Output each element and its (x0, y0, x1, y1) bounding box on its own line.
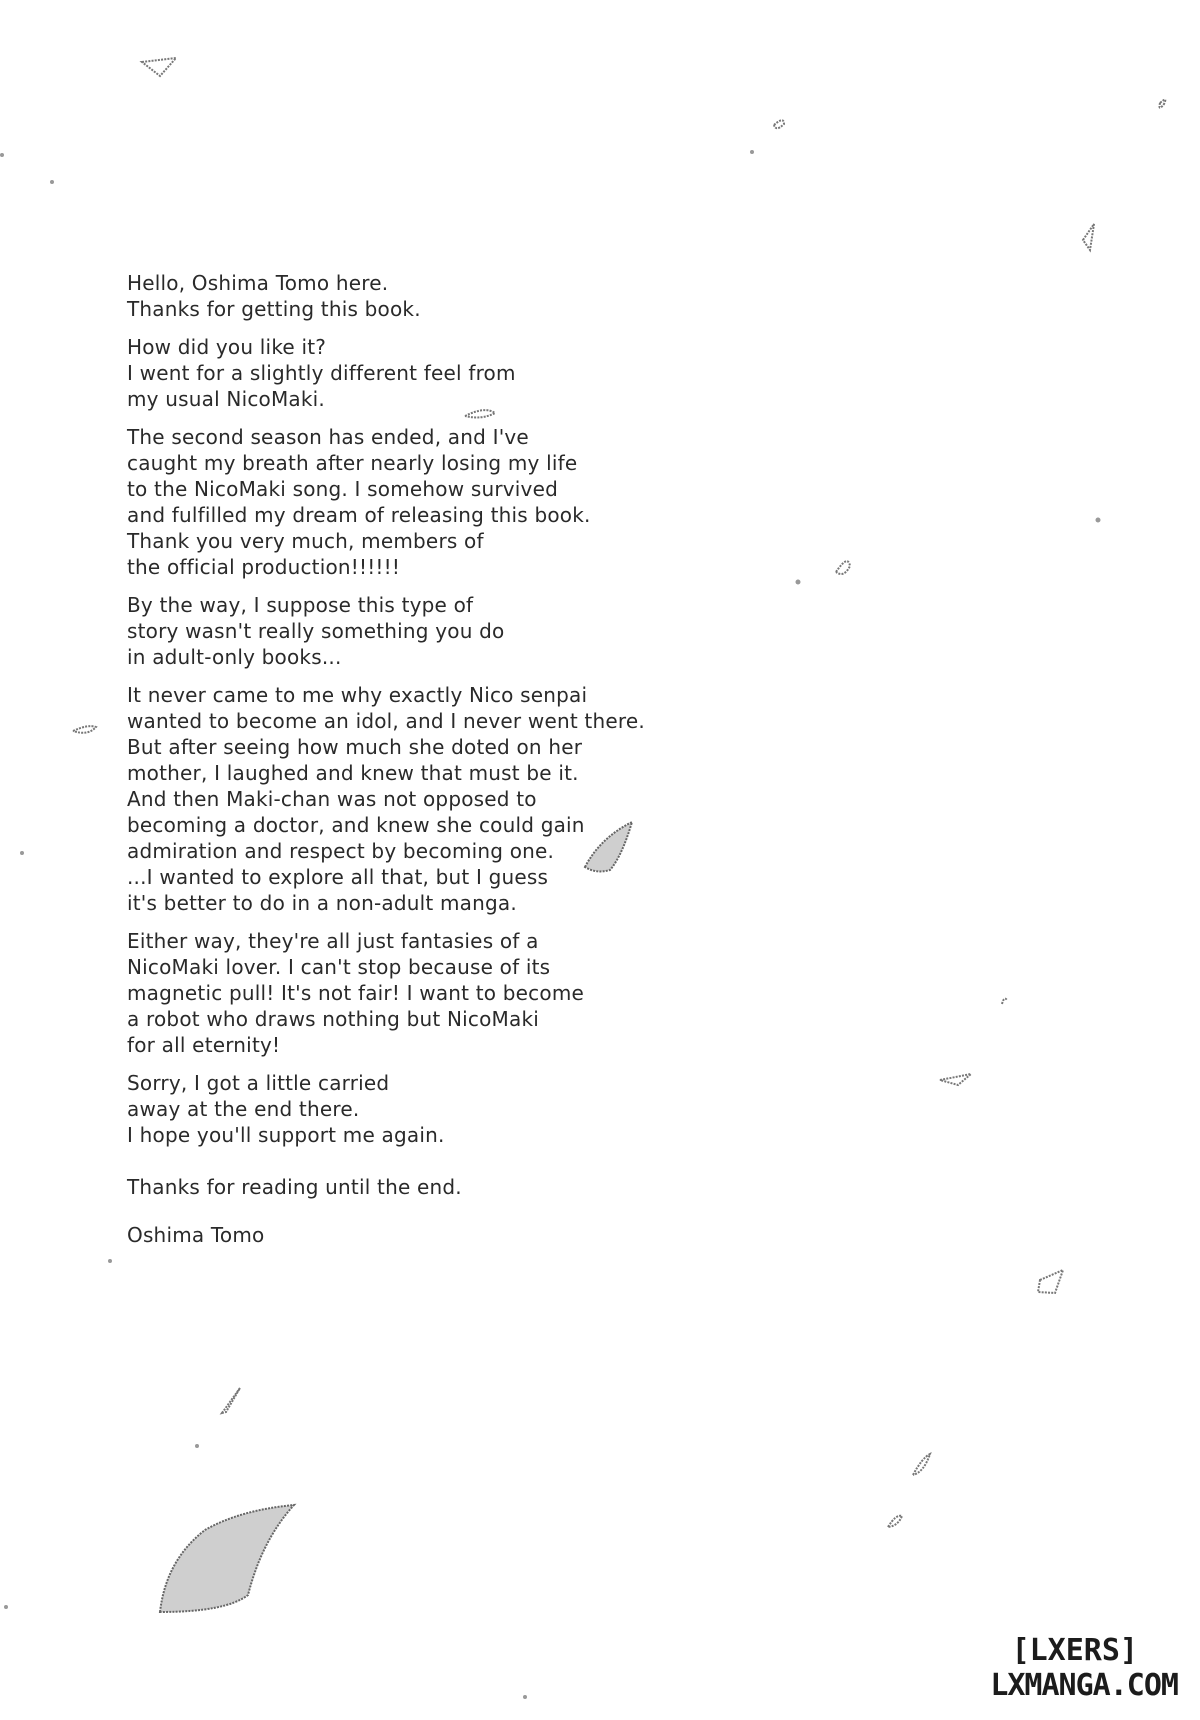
letter-line: And then Maki-chan was not opposed to (127, 787, 537, 811)
petal-icon (774, 120, 784, 128)
speck-icon (108, 1259, 112, 1263)
petal-icon (142, 58, 176, 76)
speck-icon (195, 1444, 199, 1448)
petal-icon (1038, 1270, 1063, 1293)
paragraph-story-type (127, 592, 727, 670)
letter-line: I went for a slightly different feel from (127, 361, 516, 385)
petal-icon (836, 561, 850, 574)
letter-line: NicoMaki lover. I can't stop because of its (127, 955, 551, 979)
letter-line: my usual NicoMaki. (127, 387, 325, 411)
letter-line: away at the end there. (127, 1097, 360, 1121)
petal-icon (222, 1388, 240, 1413)
speck-icon (523, 1695, 527, 1699)
watermark-group-name: [LXERS] (1011, 1633, 1138, 1668)
letter-line: it's better to do in a non-adult manga. (127, 891, 517, 915)
watermark-site: LXMANGA.COM (990, 1668, 1178, 1703)
letter-line: mother, I laughed and knew that must be it. (127, 761, 579, 785)
paragraph-season (127, 424, 727, 580)
letter-line: But after seeing how much she doted on her (127, 735, 583, 759)
letter-line: the official production!!!!!! (127, 555, 401, 579)
letter-line: a robot who draws nothing but NicoMaki (127, 1007, 539, 1031)
petal-icon (940, 1074, 971, 1085)
petal-icon (1160, 100, 1166, 108)
signature (127, 1222, 727, 1248)
letter-line: It never came to me why exactly Nico senpai (127, 683, 588, 707)
large-petal-icon (160, 1505, 294, 1612)
letter-line: wanted to become an idol, and I never went there. (127, 709, 645, 733)
scanlation-watermark (978, 1634, 1178, 1704)
speck-icon (20, 851, 24, 855)
petal-icon (1002, 999, 1007, 1004)
letter-line: Thanks for getting this book. (127, 297, 421, 321)
letter-line: By the way, I suppose this type of (127, 593, 474, 617)
letter-line: story wasn't really something you do (127, 619, 505, 643)
letter-line: ...I wanted to explore all that, but I guess (127, 865, 549, 889)
signature-name: Oshima Tomo (127, 1223, 265, 1247)
letter-line: How did you like it? (127, 335, 327, 359)
letter-line: and fulfilled my dream of releasing this book. (127, 503, 591, 527)
paragraph-fantasies (127, 928, 727, 1058)
letter-line: to the NicoMaki song. I somehow survived (127, 477, 558, 501)
letter-line: for all eternity! (127, 1033, 281, 1057)
letter-line: becoming a doctor, and knew she could gain (127, 813, 585, 837)
letter-line: Thanks for reading until the end. (127, 1175, 462, 1199)
petal-icon (73, 726, 96, 733)
paragraph-greeting (127, 270, 727, 322)
speck-icon (4, 1605, 8, 1609)
speck-icon (50, 180, 54, 184)
speck-icon (750, 150, 754, 154)
letter-line: caught my breath after nearly losing my life (127, 451, 578, 475)
letter-line: Either way, they're all just fantasies of a (127, 929, 539, 953)
letter-line: Sorry, I got a little carried (127, 1071, 390, 1095)
paragraph-thanks (127, 1174, 727, 1200)
letter-line: in adult-only books... (127, 645, 342, 669)
speck-icon (796, 580, 801, 585)
letter-line: Hello, Oshima Tomo here. (127, 271, 389, 295)
letter-line: The second season has ended, and I've (127, 425, 529, 449)
petal-icon (888, 1516, 902, 1527)
letter-line: Thank you very much, members of (127, 529, 484, 553)
speck-icon (1096, 518, 1101, 523)
letter-line: admiration and respect by becoming one. (127, 839, 555, 863)
paragraph-idol (127, 682, 727, 916)
letter-line: magnetic pull! It's not fair! I want to become (127, 981, 585, 1005)
paragraph-apology (127, 1070, 727, 1148)
speck-icon (0, 153, 4, 157)
letter-line: I hope you'll support me again. (127, 1123, 445, 1147)
paragraph-feel (127, 334, 727, 412)
petal-icon (913, 1454, 930, 1475)
petal-icon (1083, 224, 1094, 250)
afterword-letter (127, 270, 727, 1260)
